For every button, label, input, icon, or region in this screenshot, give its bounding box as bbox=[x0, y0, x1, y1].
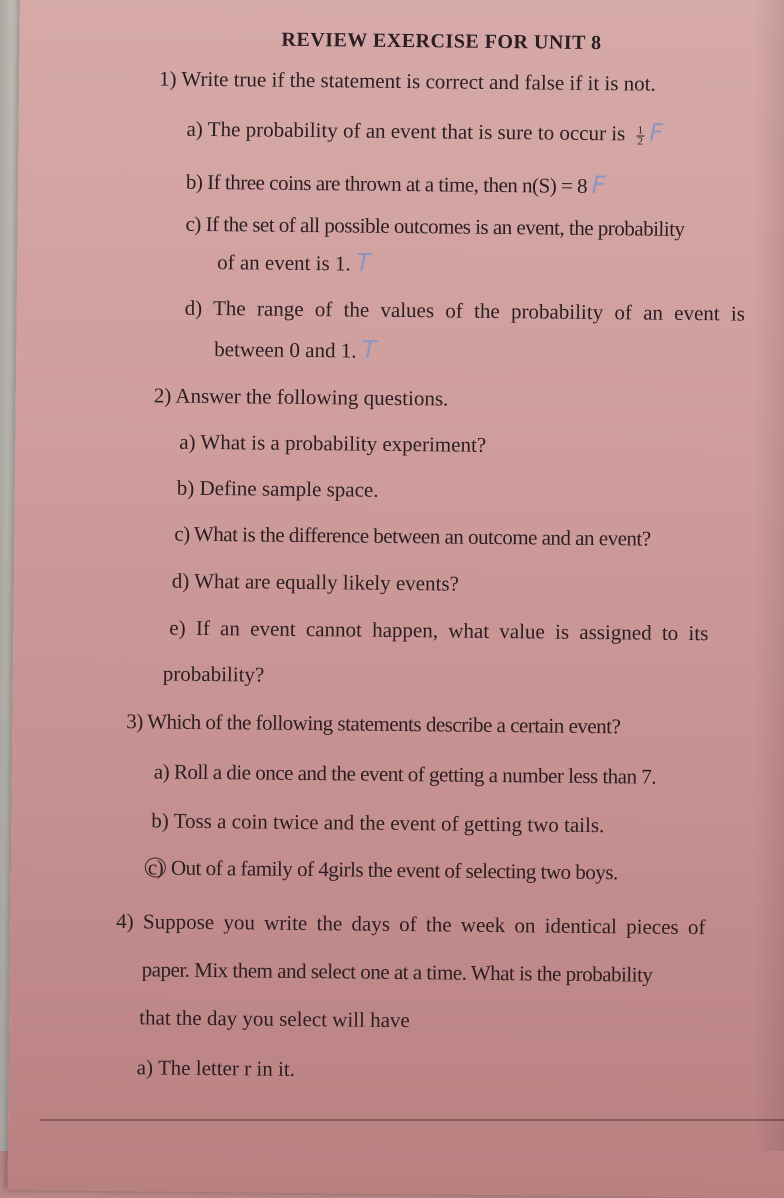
q3-prompt bbox=[126, 709, 620, 739]
q1-item-d-line1 bbox=[185, 296, 746, 327]
q3-item-c bbox=[145, 855, 618, 885]
q1-number: 1) bbox=[158, 66, 177, 91]
q1-prompt-text: Write true if the statement is correct and false if it is not. bbox=[181, 66, 656, 96]
q1-d-letter: d) bbox=[184, 295, 203, 320]
q1-c-text: If the set of all possible outcomes is an event, the probability bbox=[205, 211, 685, 241]
textbook-page bbox=[7, 0, 784, 1198]
q1-a-text: The probability of an event that is sure to occur is bbox=[207, 116, 626, 146]
q1-prompt bbox=[159, 66, 656, 96]
page-rule-divider bbox=[40, 1119, 784, 1121]
handwritten-answer-mark: T bbox=[355, 248, 371, 277]
q2-item-e-line1: e) If an event cannot happen, what value is assigned to its bbox=[169, 615, 709, 646]
q4-text-line1 bbox=[116, 909, 705, 940]
q3-c-text: Out of a family of 4girls the event of selecting two boys. bbox=[170, 855, 618, 885]
page-edge-shadow bbox=[754, 0, 784, 1151]
page-title: REVIEW EXERCISE FOR UNIT 8 bbox=[281, 28, 602, 55]
handwritten-answer-mark: T bbox=[361, 335, 377, 364]
q4-number: 4) bbox=[116, 909, 134, 934]
q3-item-b: b) Toss a coin twice and the event of getting two tails. bbox=[151, 808, 605, 838]
q1-item-c-line2 bbox=[217, 247, 371, 277]
q1-item-b bbox=[186, 167, 605, 199]
q4-text: Suppose you write the days of the week on identical pieces of bbox=[142, 909, 706, 940]
q1-c-letter: c) bbox=[185, 211, 202, 236]
handwritten-answer-mark: F bbox=[591, 171, 606, 200]
q3-item-a: a) Roll a die once and the event of getting a number less than 7. bbox=[153, 759, 657, 789]
q1-item-d-line2 bbox=[214, 334, 377, 364]
q4-item-a: a) The letter r in it. bbox=[136, 1055, 296, 1081]
q1-item-a bbox=[186, 114, 663, 147]
q1-b-letter: b) bbox=[185, 169, 203, 194]
q2-item-e-line2: probability? bbox=[162, 661, 265, 687]
q3-prompt-text: Which of the following statements describe a certain event? bbox=[147, 709, 621, 739]
q2-item-c: c) What is the difference between an outcome and an event? bbox=[174, 521, 651, 551]
q1-item-c-line1 bbox=[185, 212, 684, 242]
q1-b-text: If three coins are thrown at a time, then n(S) = 8 bbox=[207, 169, 588, 198]
q2-prompt-text: Answer the following questions. bbox=[175, 383, 449, 411]
q1-a-letter: a) bbox=[186, 116, 204, 141]
q4-text-line3: that the day you select will have bbox=[139, 1005, 410, 1033]
q2-item-b: b) Define sample space. bbox=[176, 475, 379, 502]
q1-d-text-cont: between 0 and 1. bbox=[214, 337, 357, 363]
fraction-denominator: 2 bbox=[637, 135, 644, 148]
q2-item-a: a) What is a probability experiment? bbox=[179, 429, 487, 457]
q2-prompt bbox=[154, 383, 449, 411]
q2-item-d: d) What are equally likely events? bbox=[171, 568, 460, 596]
one-half-fraction bbox=[636, 125, 644, 146]
q1-c-text-cont: of an event is 1. bbox=[217, 250, 351, 276]
circled-answer-marker: c) bbox=[145, 857, 167, 877]
handwritten-answer-mark: F bbox=[649, 118, 664, 147]
fraction-numerator: 1 bbox=[637, 124, 644, 137]
q1-d-text: The range of the values of the probability of an event is bbox=[212, 296, 746, 326]
q4-text-line2: paper. Mix them and select one at a time. What is the probability bbox=[141, 957, 653, 987]
q3-number: 3) bbox=[126, 709, 143, 734]
q2-number: 2) bbox=[153, 383, 172, 408]
